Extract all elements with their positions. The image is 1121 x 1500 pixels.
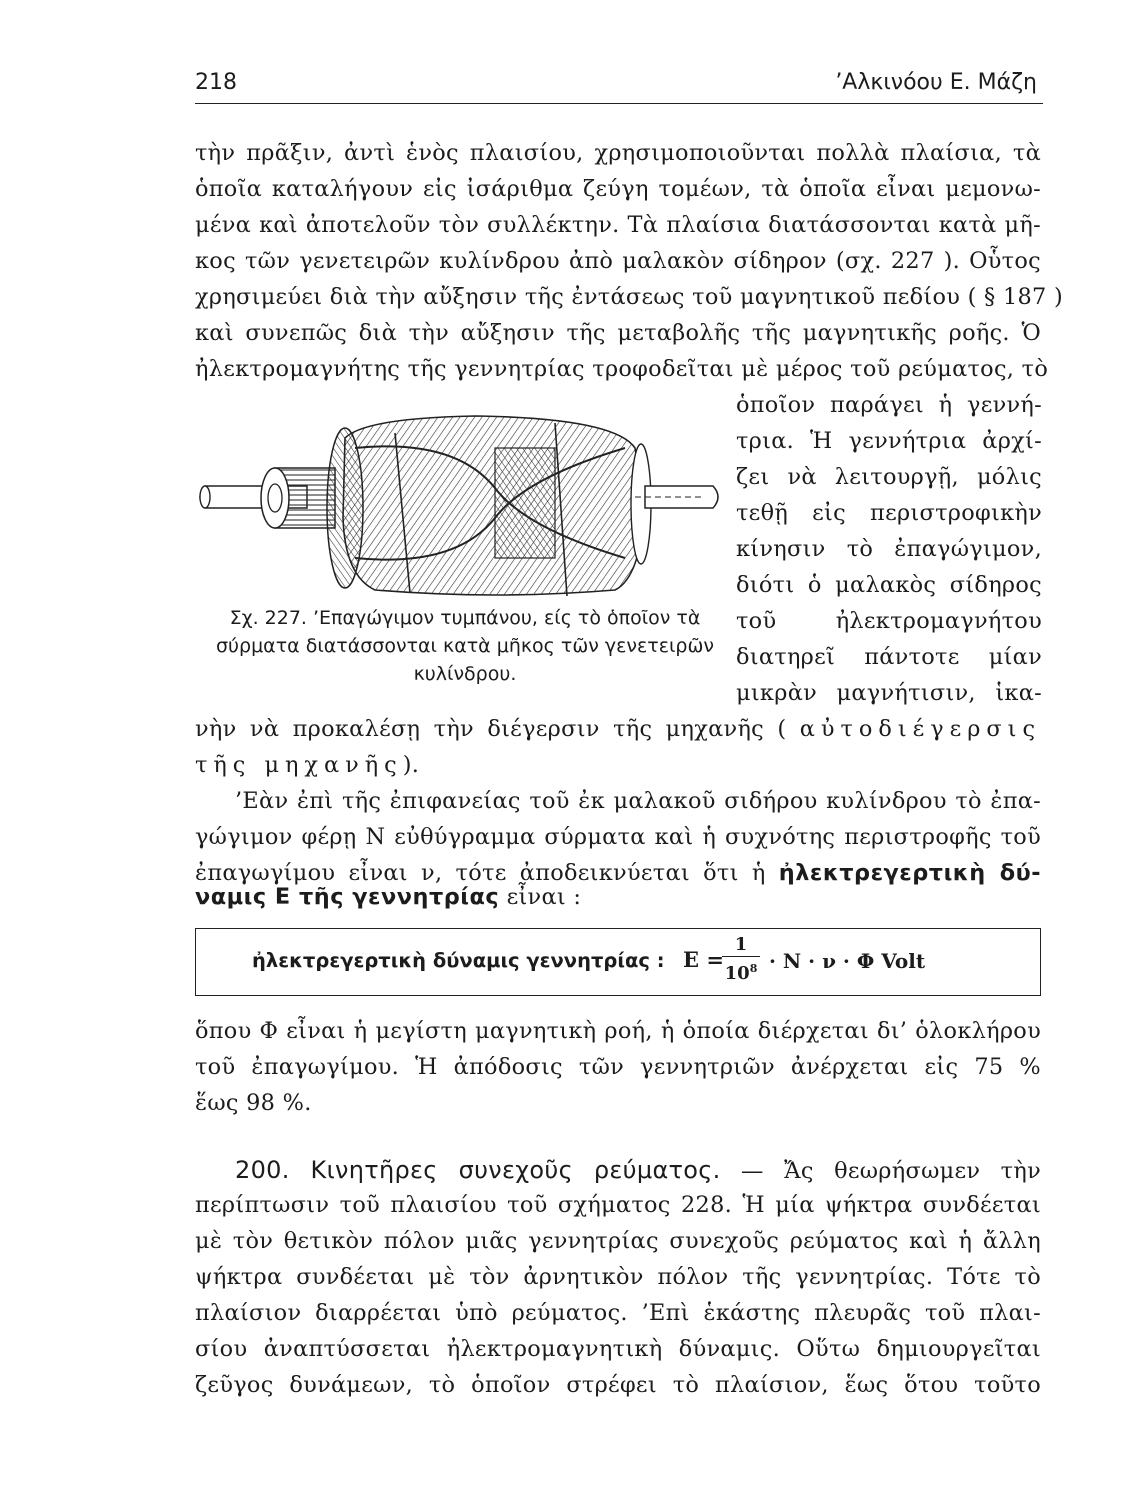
figure-caption xyxy=(195,604,735,688)
formula-fraction xyxy=(722,935,760,984)
text-line: πλαίσιον διαρρέεται ὑπὸ ρεύματος. ’Επὶ ἑκάστης πλευρᾶς τοῦ πλαι- xyxy=(195,1300,1041,1326)
side-text-line: διότι ὁ μαλακὸς σίδηρος xyxy=(736,572,1042,598)
bold-term: ναμις Ε τῆς γεννητρίας xyxy=(195,884,500,910)
text-span: ). xyxy=(402,752,420,778)
side-text-line: μικρὰν μαγνήτισιν, ἱκα- xyxy=(736,680,1042,706)
side-text-line: κίνησιν τὸ ἐπαγώγιμον, xyxy=(736,536,1042,562)
text-line: γώγιμον φέρῃ N εὐθύγραμμα σύρματα καὶ ἡ συχνότης περιστροφῆς τοῦ xyxy=(195,824,1041,850)
text-line: σίου ἀναπτύσσεται ἠλεκτρομαγνητικὴ δύναμις. Οὕτω δημιουργεῖται xyxy=(195,1336,1041,1362)
text-span: εἶναι : xyxy=(506,884,582,910)
fraction-bar xyxy=(722,956,760,957)
text-line: ἠλεκτρομαγνήτης τῆς γεννητρίας τροφοδεῖται μὲ μέρος τοῦ ρεύματος, τὸ xyxy=(195,356,1049,382)
side-text-line: τοῦ ἠλεκτρομαγνήτου xyxy=(736,608,1042,634)
text-line xyxy=(195,716,1041,742)
caption-line: Σχ. 227. ’Επαγώγιμον τυμπάνου, είς τὸ ὁποῖον τὰ xyxy=(229,607,701,629)
text-line xyxy=(195,860,1041,886)
text-span: νὴν νὰ προκαλέσῃ τὴν διέγερσιν τῆς μηχανῆς ( xyxy=(195,716,787,742)
side-text-line: τρια. Ἡ γεννήτρια ἀρχί- xyxy=(736,428,1042,454)
armature-figure xyxy=(195,408,723,608)
side-text-line: διατηρεῖ πάντοτε μίαν xyxy=(736,644,1042,670)
caption-line: κυλίνδρου. xyxy=(413,663,517,685)
caption-line: σύρματα διατάσσονται κατὰ μῆκος τῶν γενετειρῶν xyxy=(216,635,714,657)
formula-label: ἠλεκτρεγερτικὴ δύναμις γεννητρίας : xyxy=(252,949,665,972)
text-line: τὴν πρᾶξιν, ἀντὶ ἑνὸς πλαισίου, χρησιμοποιοῦνται πολλὰ πλαίσια, τὰ xyxy=(195,140,1041,166)
emphasis-spaced: αὐτοδιέγερσις xyxy=(799,716,1041,742)
text-span: ἐπαγωγίμου εἶναι ν, τότε ἀποδεικνύεται ὅτι ἡ xyxy=(195,860,766,886)
text-span: — Ἄς θεωρήσωμεν τὴν xyxy=(741,1158,1041,1184)
text-line: ’Εὰν ἐπὶ τῆς ἐπιφανείας τοῦ ἐκ μαλακοῦ σιδήρου κυλίνδρου τὸ ἐπα- xyxy=(235,788,1041,814)
denominator-base: 10 xyxy=(724,963,750,984)
text-line: ὁποῖα καταλήγουν εἰς ἰσάριθμα ζεύγη τομέων, τὰ ὁποῖα εἶναι μεμονω- xyxy=(195,176,1041,202)
text-line: ζεῦγος δυνάμεων, τὸ ὁποῖον στρέφει τὸ πλαίσιον, ἕως ὅτου τοῦτο xyxy=(195,1372,1041,1398)
running-head: ’Αλκινόου Ε. Μάζη xyxy=(835,70,1037,95)
formula-box-left-border xyxy=(195,929,196,995)
formula-lhs: E = xyxy=(683,947,724,972)
text-line: χρησιμεύει διὰ τὴν αὔξησιν τῆς ἐντάσεως τοῦ μαγνητικοῦ πεδίου ( § 187 ) xyxy=(195,284,1064,310)
formula-box-right-border xyxy=(1040,929,1041,995)
formula-box xyxy=(195,928,1041,996)
text-line: ψήκτρα συνδέεται μὲ τὸν ἀρνητικὸν πόλον τῆς γεννητρίας. Τότε τὸ xyxy=(195,1264,1041,1290)
header-rule xyxy=(195,103,1043,104)
text-line xyxy=(195,752,419,778)
text-line: καὶ συνεπῶς διὰ τὴν αὔξησιν τῆς μεταβολῆς τῆς μαγνητικῆς ροῆς. Ὁ xyxy=(195,320,1041,346)
fraction-denominator xyxy=(722,959,760,984)
section-heading: 200. Κινητῆρες συνεχοῦς ρεύματος. xyxy=(235,1156,721,1184)
text-line: μένα καὶ ἀποτελοῦν τὸν συλλέκτην. Τὰ πλαίσια διατάσσονται κατὰ μῆ- xyxy=(195,212,1041,238)
text-line: ὅπου Φ εἶναι ἡ μεγίστη μαγνητικὴ ροή, ἡ ὁποία διέρχεται δι’ ὁλοκλήρου xyxy=(195,1018,1041,1044)
page-header xyxy=(195,70,1045,106)
bold-term: ἠλεκτρεγερτικὴ δύ- xyxy=(778,860,1041,886)
text-line: ἕως 98 %. xyxy=(195,1090,312,1116)
denominator-exponent: 8 xyxy=(749,962,758,975)
side-text-line: τεθῇ εἰς περιστροφικὴν xyxy=(736,500,1042,526)
text-line xyxy=(195,884,581,910)
section-heading-line xyxy=(235,1156,1041,1184)
emphasis-spaced: τῆς μηχανῆς xyxy=(195,752,403,778)
text-line: μὲ τὸν θετικὸν πόλον μιᾶς γεννητρίας συνεχοῦς ρεύματος καὶ ἡ ἄλλη xyxy=(195,1228,1041,1254)
side-text-line: ζει νὰ λειτουργῇ, μόλις xyxy=(736,464,1042,490)
text-line: περίπτωσιν τοῦ πλαισίου τοῦ σχήματος 228. Ἡ μία ψήκτρα συνδέεται xyxy=(195,1192,1041,1218)
drum-armature-illustration xyxy=(195,408,723,608)
text-line: κος τῶν γενετειρῶν κυλίνδρου ἀπὸ μαλακὸν σίδηρον (σχ. 227 ). Οὗτος xyxy=(195,248,1041,274)
page-number: 218 xyxy=(195,70,237,95)
text-line: τοῦ ἐπαγωγίμου. Ἡ ἀπόδοσις τῶν γεννητριῶν ἀνέρχεται εἰς 75 % xyxy=(195,1054,1041,1080)
fraction-numerator: 1 xyxy=(734,934,748,955)
formula-rest: · N · ν · Φ Volt xyxy=(769,949,926,973)
side-text-line: ὁποῖον παράγει ἡ γεννή- xyxy=(736,392,1042,418)
